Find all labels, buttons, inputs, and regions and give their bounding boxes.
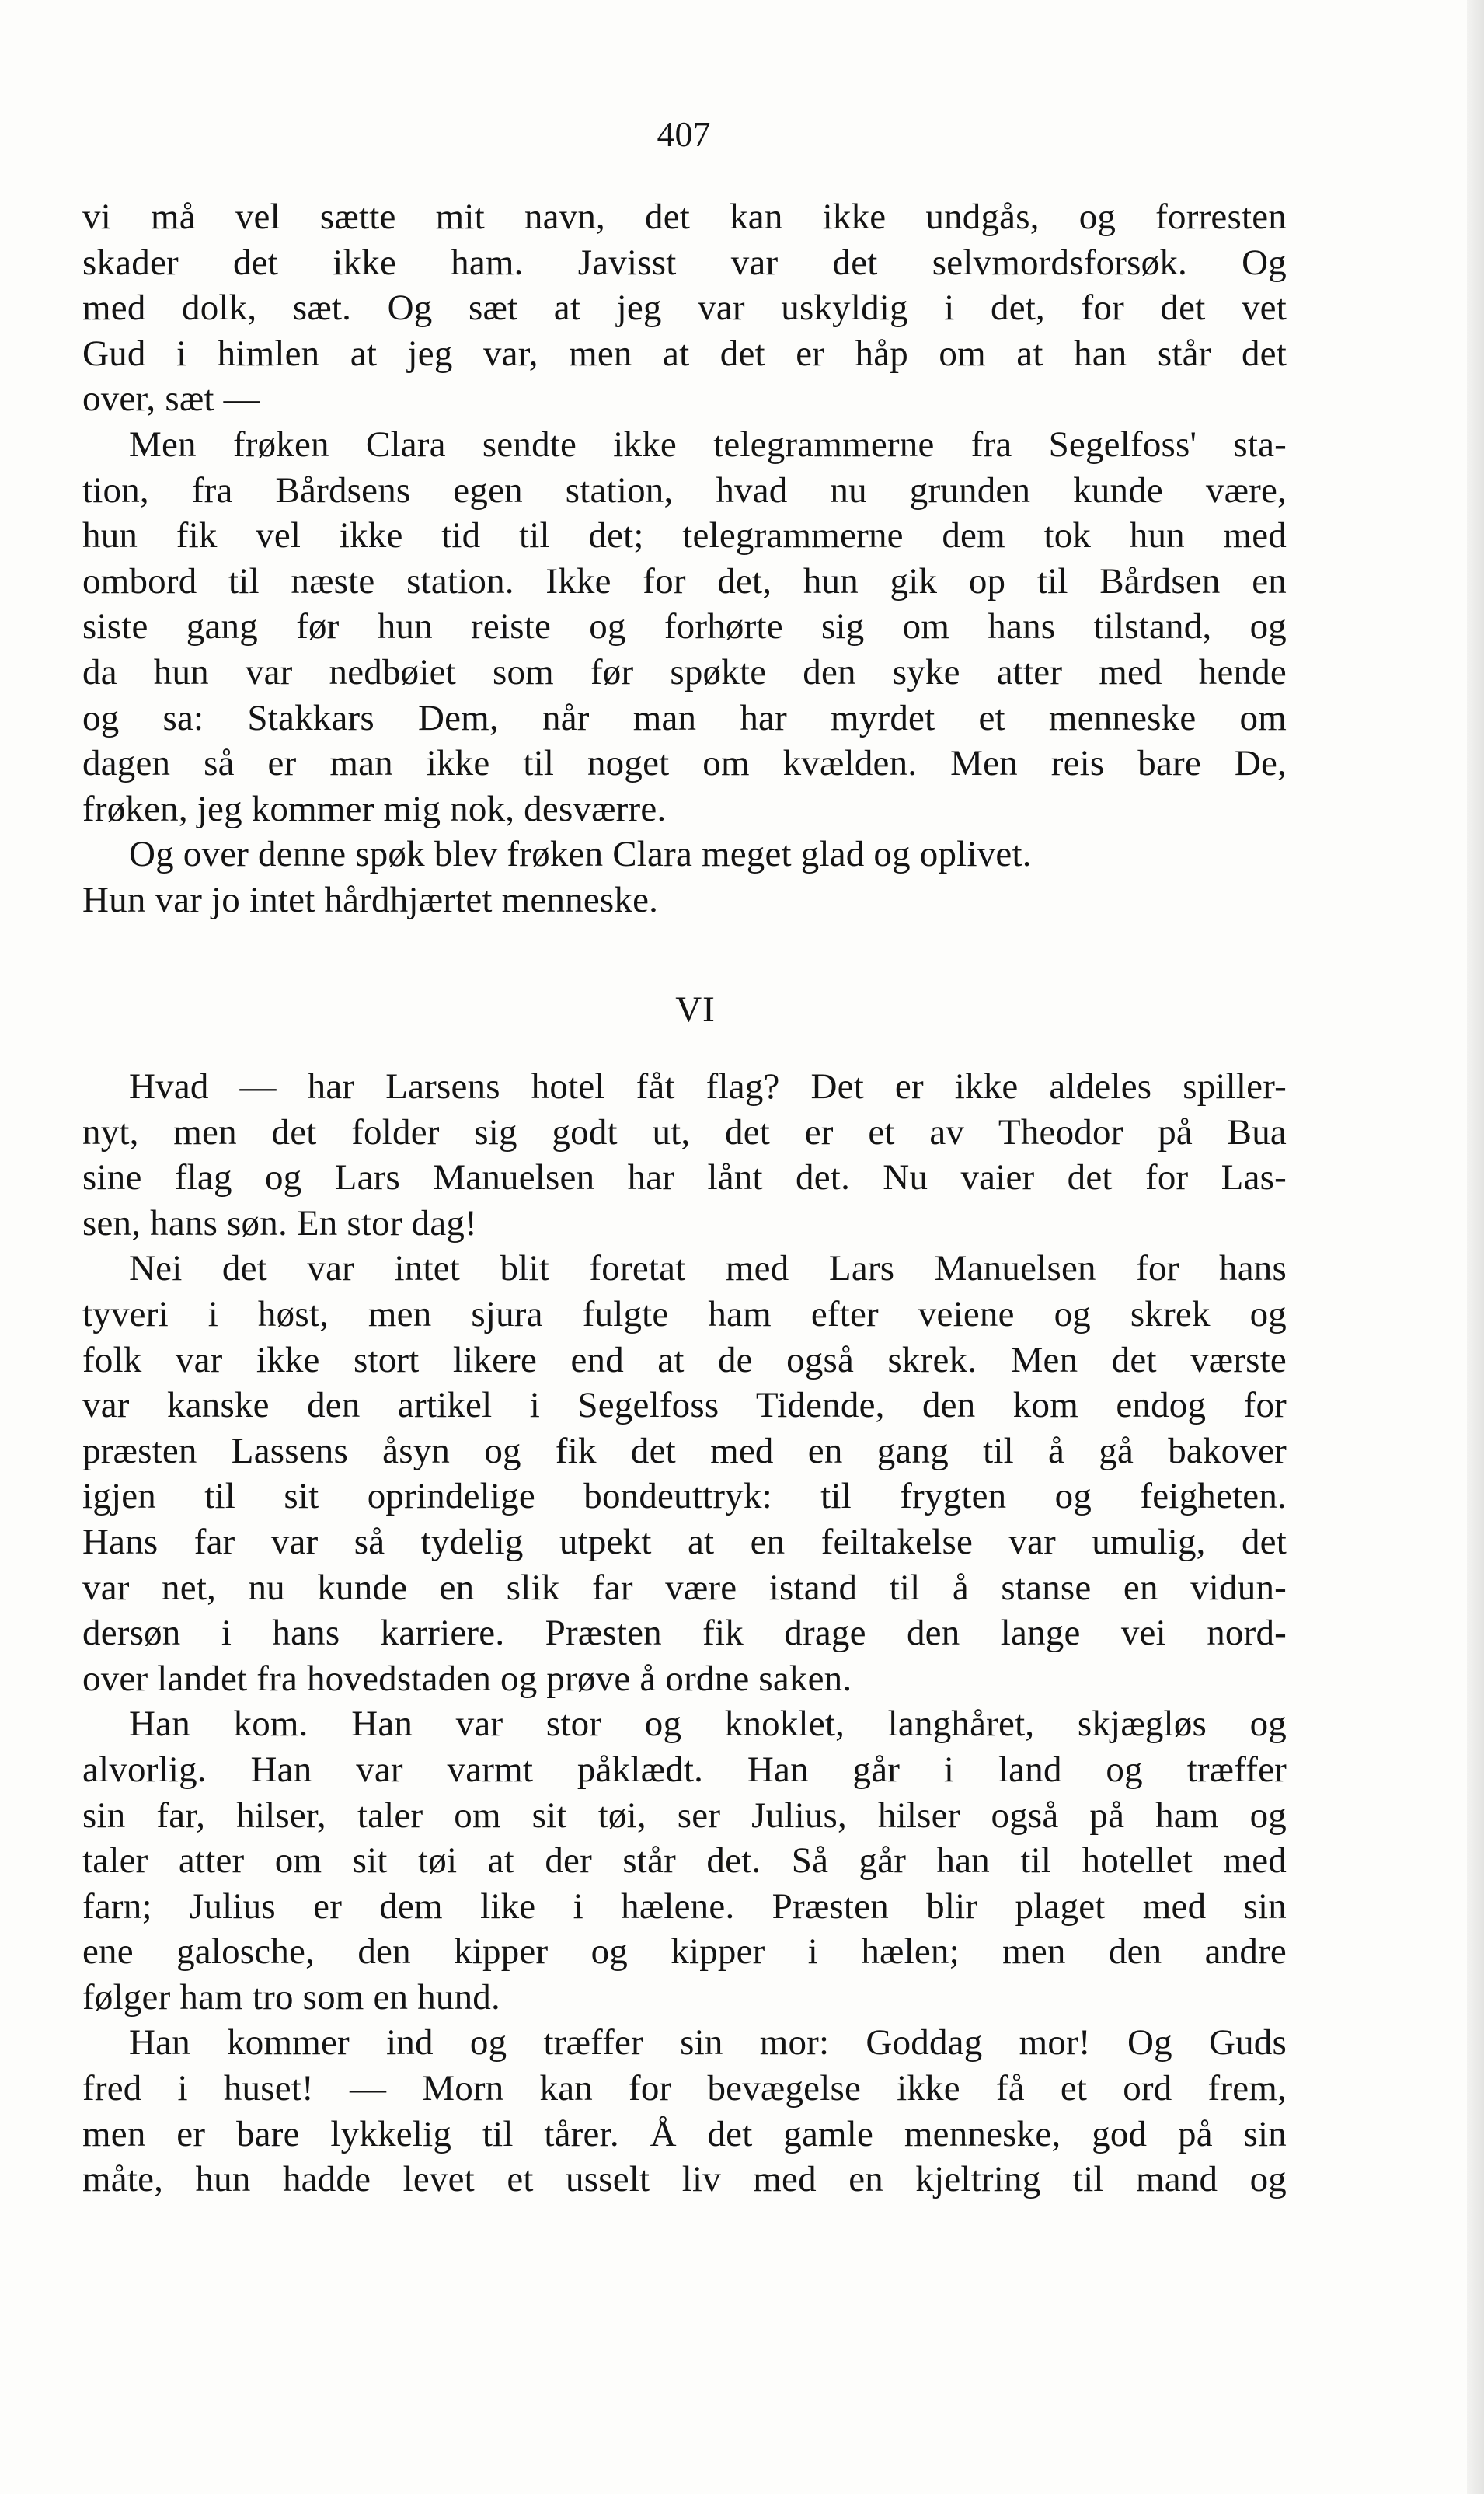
text-line: nyt, men det folder sig godt ut, det er et av Theodor på Bua (82, 1111, 1287, 1153)
text-line: siste gang før hun reiste og forhørte sig om hans tilstand, og (82, 606, 1287, 647)
text-line: vi må vel sætte mit navn, det kan ikke undgås, og forresten (82, 197, 1287, 237)
text-line: Nei det var intet blit foretat med Lars Manuelsen for hans (129, 1248, 1287, 1289)
text-line: var net, nu kunde en slik far være istand til å stanse en vidun- (82, 1567, 1287, 1608)
text-line: frøken, jeg kommer mig nok, desværre. (82, 788, 667, 829)
text-line: Han kom. Han var stor og knoklet, langhåret, skjægløs og (129, 1704, 1287, 1745)
text-line: Hvad — har Larsens hotel fåt flag? Det er ikke aldeles spiller- (129, 1066, 1287, 1107)
text-line: Men frøken Clara sendte ikke telegrammerne fra Segelfoss' sta- (129, 424, 1287, 465)
text-line: var kanske den artikel i Segelfoss Tidende, den kom endog for (82, 1385, 1287, 1426)
text-line: ene galosche, den kipper og kipper i hælen; men den andre (82, 1931, 1287, 1973)
text-line: præsten Lassens åsyn og fik det med en gang til å gå bakover (82, 1430, 1287, 1471)
text-line: skader det ikke ham. Javisst var det selvmordsforsøk. Og (82, 242, 1287, 283)
page-edge-shadow (1467, 0, 1484, 2494)
text-line: Gud i himlen at jeg var, men at det er håp om at han står det (82, 333, 1287, 374)
text-line: farn; Julius er dem like i hælene. Præsten blir plaget med sin (82, 1885, 1287, 1927)
text-line: sin far, hilser, taler om sit tøi, ser Julius, hilser også på ham og (82, 1795, 1287, 1836)
text-line: dersøn i hans karriere. Præsten fik drage den lange vei nord- (82, 1613, 1287, 1654)
text-line: Hun var jo intet hårdhjærtet menneske. (82, 879, 659, 920)
text-line: dagen så er man ikke til noget om kvælden. Men reis bare De, (82, 743, 1287, 784)
text-line: alvorlig. Han var varmt påklædt. Han går i land og træffer (82, 1749, 1287, 1790)
text-block-bottom (82, 1064, 1287, 2203)
page-number: 407 (657, 114, 711, 154)
text-line: tyveri i høst, men sjura fulgte ham efter veiene og skrek og (82, 1293, 1287, 1334)
text-line: Og over denne spøk blev frøken Clara meget glad og oplivet. (129, 834, 1032, 875)
text-line: folk var ikke stort likere end at de også skrek. Men det værste (82, 1339, 1287, 1380)
text-line: men er bare lykkelig til tårer. Å det gamle menneske, god på sin (82, 2113, 1287, 2154)
text-line: taler atter om sit tøi at der står det. Så går han til hotellet med (82, 1840, 1287, 1882)
text-line: tion, fra Bårdsens egen station, hvad nu grunden kunde være, (82, 469, 1287, 511)
text-line: igjen til sit oprindelige bondeuttryk: til frygten og feigheten. (82, 1476, 1287, 1517)
text-line: og sa: Stakkars Dem, når man har myrdet et menneske om (82, 697, 1287, 738)
section-heading: VI (675, 989, 716, 1030)
text-line: ombord til næste station. Ikke for det, hun gik op til Bårdsen en (82, 560, 1287, 602)
text-block-top (82, 194, 1287, 923)
text-line: følger ham tro som en hund. (82, 1976, 500, 2018)
text-line: over, sæt — (82, 378, 260, 420)
text-line: måte, hun hadde levet et usselt liv med en kjeltring til mand og (82, 2159, 1287, 2200)
text-line: Han kommer ind og træffer sin mor: Goddag mor! Og Guds (129, 2022, 1287, 2063)
text-line: med dolk, sæt. Og sæt at jeg var uskyldig i det, for det vet (82, 288, 1287, 329)
text-line: Hans far var så tydelig utpekt at en feiltakelse var umulig, det (82, 1521, 1287, 1562)
text-line: da hun var nedbøiet som før spøkte den syke atter med hende (82, 651, 1287, 692)
text-line: sen, hans søn. En stor dag! (82, 1202, 477, 1244)
text-line: over landet fra hovedstaden og prøve å ordne saken. (82, 1658, 852, 1699)
text-line: sine flag og Lars Manuelsen har lånt det. Nu vaier det for Las- (82, 1157, 1287, 1198)
text-line: fred i huset! — Morn kan for bevægelse ikke få et ord frem, (82, 2068, 1287, 2109)
text-line: hun fik vel ikke tid til det; telegrammerne dem tok hun med (82, 515, 1287, 556)
